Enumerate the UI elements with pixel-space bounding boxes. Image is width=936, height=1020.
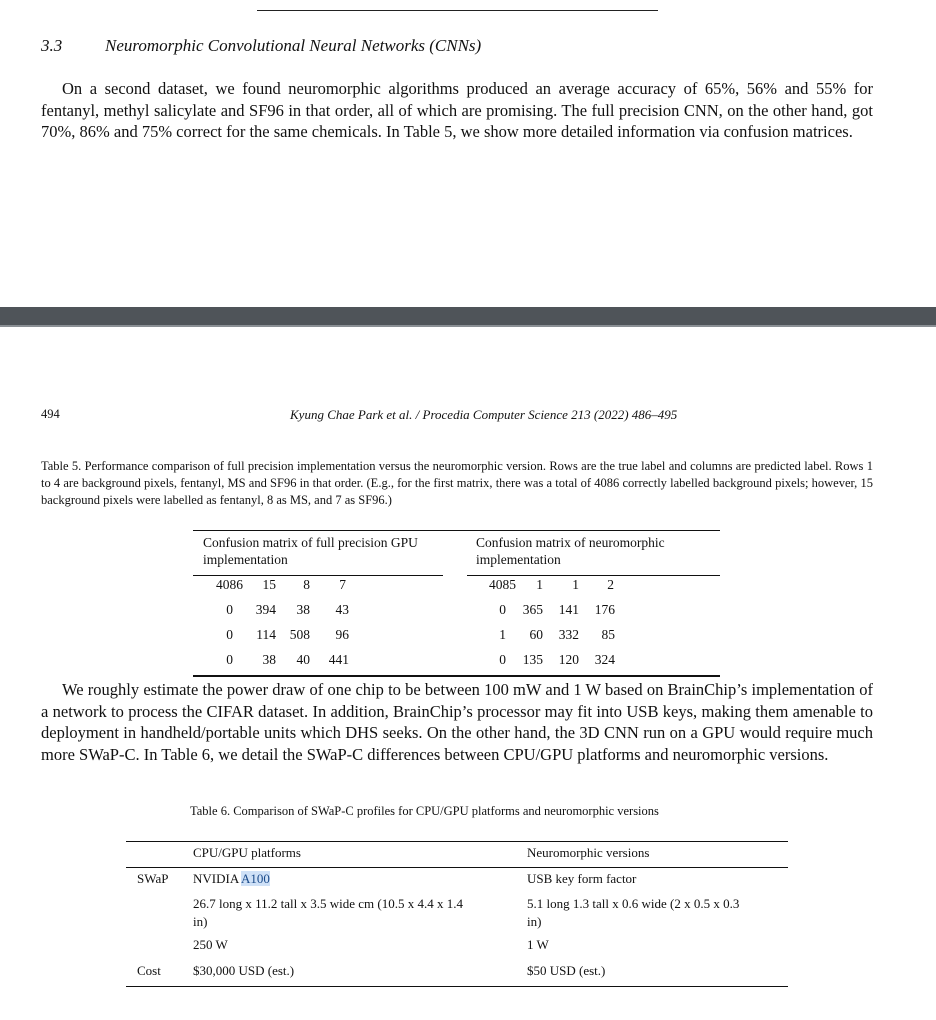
table-5-right-header-rule (467, 575, 720, 576)
previous-table-bottom-rule (257, 10, 658, 11)
matrix-cell: 0 (226, 627, 233, 642)
matrix-cell: 441 (328, 652, 349, 667)
matrix-cell: 2 (607, 577, 614, 592)
table-5-left-header (203, 534, 418, 568)
gpu-dimensions-line1: 26.7 long x 11.2 tall x 3.5 wide cm (10.5 x 4.4 x 1.4 (193, 896, 463, 911)
table-6-top-rule (126, 841, 788, 842)
usb-form-factor: USB key form factor (527, 871, 637, 886)
table-6-col2-header: Neuromorphic versions (527, 845, 650, 860)
usb-dimensions-line1: 5.1 long 1.3 tall x 0.6 wide (2 x 0.5 x 0.3 (527, 896, 740, 911)
table-6-col1-header: CPU/GPU platforms (193, 845, 301, 860)
matrix-cell: 1 (536, 577, 543, 592)
paragraph-neuromorphic-accuracy (41, 78, 873, 143)
matrix-cell: 7 (339, 577, 346, 592)
section-title: Neuromorphic Convolutional Neural Networks (CNNs) (105, 36, 482, 55)
matrix-cell: 1 (499, 627, 506, 642)
gpu-dimensions (193, 895, 463, 931)
matrix-cell: 508 (289, 627, 310, 642)
table-6-header-rule (126, 867, 788, 868)
matrix-cell: 324 (594, 652, 615, 667)
matrix-cell: 1 (572, 577, 579, 592)
section-number: 3.3 (41, 36, 63, 55)
swap-row-label: SWaP (137, 871, 169, 886)
paragraph-power-draw (41, 679, 873, 765)
table-5-right-header-line1: Confusion matrix of neuromorphic (476, 535, 665, 550)
matrix-cell: 120 (558, 652, 579, 667)
page-divider-edge (0, 325, 936, 327)
gpu-model-highlight: A100 (241, 871, 270, 886)
matrix-cell: 4085 (489, 577, 516, 592)
usb-power: 1 W (527, 937, 549, 952)
matrix-cell: 96 (335, 627, 349, 642)
matrix-cell: 38 (296, 602, 310, 617)
cost-row-label: Cost (137, 963, 161, 978)
gpu-model (193, 870, 270, 888)
table-5-caption: Table 5. Performance comparison of full precision implementation versus the neuromorphic version. Rows are the true label and columns are predicted label. Rows 1 to 4 are background pixels, fentanyl, MS and SF96 in that order. (E.g., for the first matrix, there was a total of 4086 correctly labelled background pixels; however, 15 background pixels were labelled as fentanyl, 8 as MS, and 7 as SF96.) (41, 459, 873, 507)
matrix-cell: 141 (558, 602, 579, 617)
matrix-cell: 135 (522, 652, 543, 667)
table-5-left-header-line2: implementation (203, 552, 288, 567)
table-6-bottom-rule (126, 986, 788, 987)
table-5-right-header (476, 534, 665, 568)
paragraph-1-text: On a second dataset, we found neuromorphic algorithms produced an average accuracy of 65%, 56% and 55% for fentanyl, methyl salicylate and SF96 in that order, all of which are promising. The full precision CNN, on the other hand, got 70%, 86% and 75% correct for the same chemicals. In Table 5, we show more detailed information via confusion matrices. (41, 79, 873, 141)
table-5-bottom-rule (193, 675, 720, 677)
table-5-left-header-line1: Confusion matrix of full precision GPU (203, 535, 418, 550)
gpu-dimensions-line2: in) (193, 914, 208, 929)
matrix-cell: 43 (335, 602, 349, 617)
matrix-cell: 4086 (216, 577, 243, 592)
gpu-power: 250 W (193, 937, 228, 952)
matrix-cell: 40 (296, 652, 310, 667)
gpu-cost: $30,000 USD (est.) (193, 963, 295, 978)
table-6-caption: Table 6. Comparison of SWaP-C profiles for CPU/GPU platforms and neuromorphic versions (190, 804, 659, 818)
paragraph-2-text: We roughly estimate the power draw of one chip to be between 100 mW and 1 W based on BrainChip’s implementation of a network to process the CIFAR dataset. In addition, BrainChip’s processor may fit into USB keys, making them amenable to deployment in handheld/portable units which DHS seeks. On the other hand, the 3D CNN run on a GPU would require much more SWaP-C. In Table 6, we detail the SWaP-C differences between CPU/GPU platforms and neuromorphic versions. (41, 680, 873, 764)
table-5-left-header-rule (193, 575, 443, 576)
matrix-cell: 0 (226, 602, 233, 617)
matrix-cell: 394 (255, 602, 276, 617)
matrix-cell: 60 (529, 627, 543, 642)
matrix-cell: 38 (262, 652, 276, 667)
matrix-cell: 114 (256, 627, 276, 642)
matrix-cell: 176 (594, 602, 615, 617)
usb-cost: $50 USD (est.) (527, 963, 606, 978)
matrix-cell: 15 (262, 577, 276, 592)
matrix-cell: 365 (522, 602, 543, 617)
page-divider (0, 307, 936, 326)
gpu-vendor: NVIDIA (193, 871, 242, 886)
table-5-right-header-line2: implementation (476, 552, 561, 567)
matrix-cell: 8 (303, 577, 310, 592)
matrix-cell: 0 (499, 602, 506, 617)
usb-dimensions (527, 895, 739, 931)
matrix-cell: 0 (226, 652, 233, 667)
table-5-top-rule (193, 530, 720, 531)
matrix-cell: 0 (499, 652, 506, 667)
running-header: Kyung Chae Park et al. / Procedia Computer Science 213 (2022) 486–495 (290, 407, 678, 422)
page-number: 494 (41, 407, 60, 421)
usb-dimensions-line2: in) (527, 914, 542, 929)
matrix-cell: 332 (558, 627, 579, 642)
matrix-cell: 85 (601, 627, 615, 642)
